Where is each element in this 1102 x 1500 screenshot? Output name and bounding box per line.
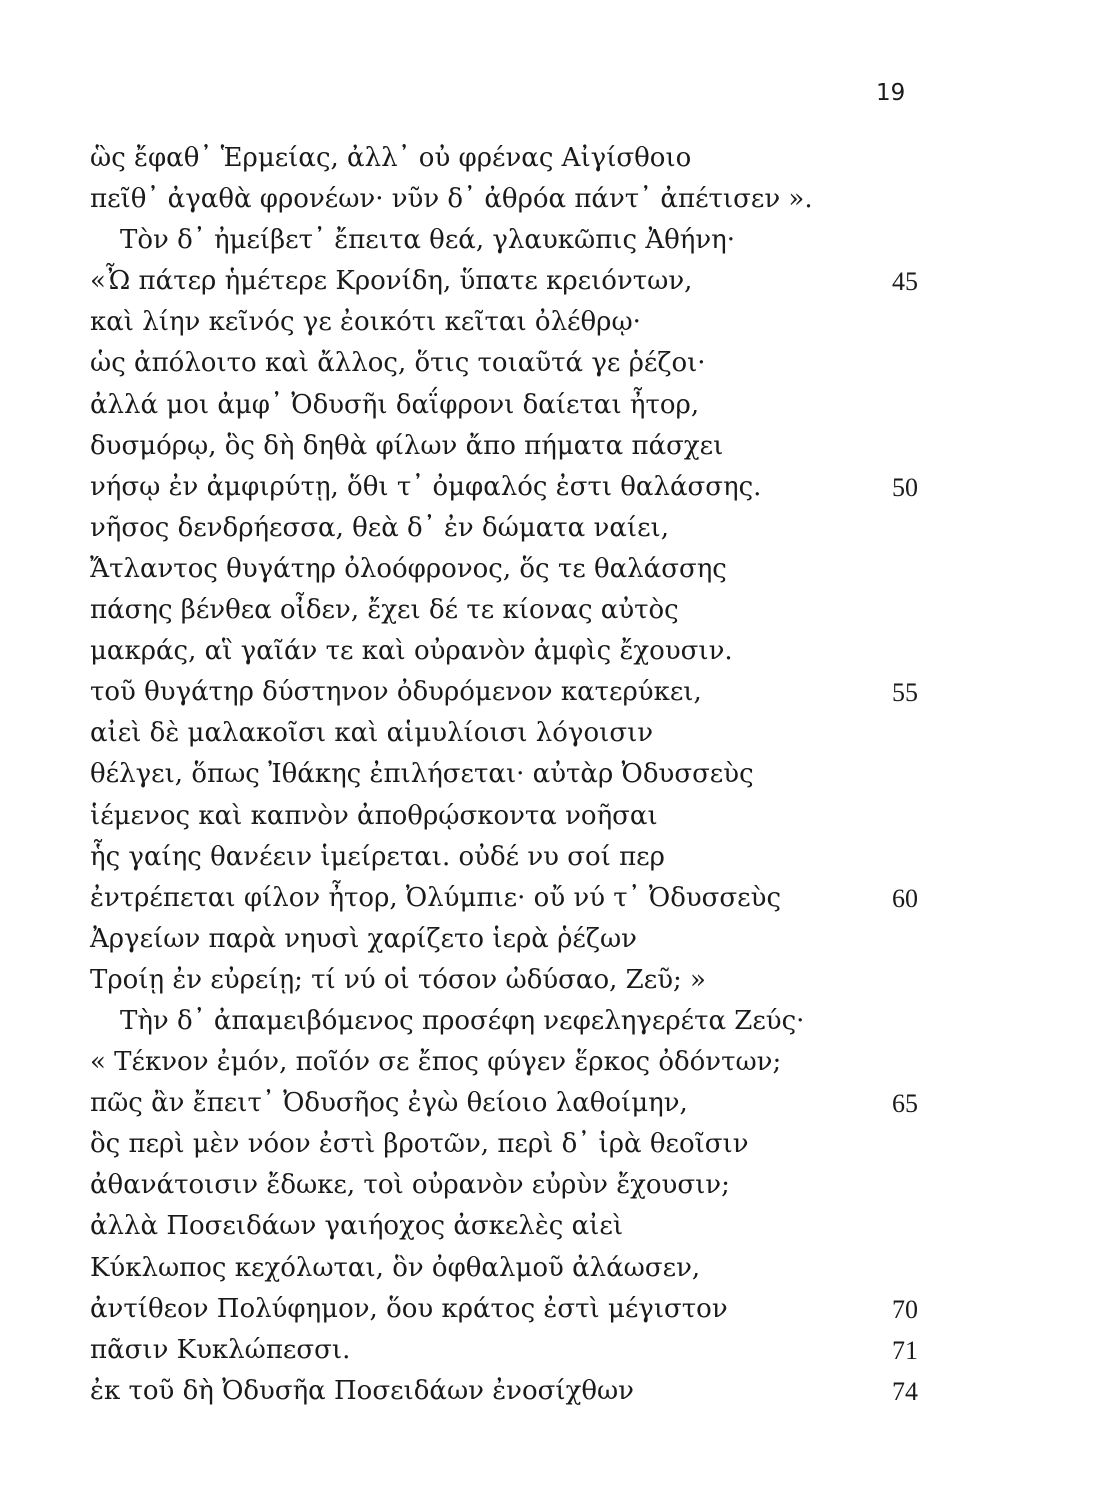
verse-line [0, 590, 1102, 631]
verse-text: πῶς ἂν ἔπειτ᾽ Ὀδυσῆος ἐγὼ θείοιο λαθοίμην, [90, 1088, 688, 1119]
verse-line [0, 919, 1102, 960]
verse-line [0, 1083, 1102, 1124]
verse-text: «Ὦ πάτερ ἡμέτερε Κρονίδη, ὕπατε κρειόντων, [90, 266, 693, 297]
verse-text: τοῦ θυγάτηρ δύστηνον ὀδυρόμενον κατερύκει, [90, 677, 702, 708]
verse-text: πᾶσιν Κυκλώπεσσι. [90, 1334, 351, 1365]
verse-text: καὶ λίην κεῖνός γε ἐοικότι κεῖται ὀλέθρῳ· [90, 307, 641, 338]
verse-text: ἀντίθεον Πολύφημον, ὅου κράτος ἐστὶ μέγιστον [90, 1293, 728, 1324]
verse-line [0, 1248, 1102, 1289]
verse-line [0, 672, 1102, 713]
verse-line [0, 302, 1102, 343]
verse-text: Ἄτλαντος θυγάτηρ ὀλοόφρονος, ὅς τε θαλάσσης [90, 553, 727, 584]
verse-line [0, 426, 1102, 467]
verse-line [0, 385, 1102, 426]
verse-line [0, 1289, 1102, 1330]
line-number: 45 [892, 267, 918, 297]
verse-text: ἐκ τοῦ δὴ Ὀδυσῆα Ποσειδάων ἐνοσίχθων [90, 1375, 634, 1406]
verse-text: ὃς περὶ μὲν νόον ἐστὶ βροτῶν, περὶ δ᾽ ἱρὰ θεοῖσιν [90, 1129, 749, 1160]
verse-line [0, 796, 1102, 837]
verse-text: Κύκλωπος κεχόλωται, ὃν ὀφθαλμοῦ ἀλάωσεν, [90, 1252, 701, 1283]
verse-line [0, 837, 1102, 878]
verse-line [0, 343, 1102, 384]
verse-text: Τὴν δ᾽ ἀπαμειβόμενος προσέφη νεφεληγερέτα Ζεύς· [120, 1005, 805, 1036]
verse-text: Ἀργείων παρὰ νηυσὶ χαρίζετο ἱερὰ ῥέζων [90, 923, 637, 954]
verse-line [0, 1371, 1102, 1412]
verse-text: ἀθανάτοισιν ἔδωκε, τοὶ οὐρανὸν εὐρὺν ἔχουσιν; [90, 1170, 730, 1201]
verse-line [0, 1330, 1102, 1371]
verse-line [0, 179, 1102, 220]
verse-text: νῆσος δενδρήεσσα, θεὰ δ᾽ ἐν δώματα ναίει, [90, 512, 669, 543]
verse-text: ἱέμενος καὶ καπνὸν ἀποθρῴσκοντα νοῆσαι [90, 800, 658, 831]
verse-line [0, 754, 1102, 795]
verse-text: ὡς ἀπόλοιτο καὶ ἄλλος, ὅτις τοιαῦτά γε ῥέζοι· [90, 348, 706, 379]
verse-line [0, 467, 1102, 508]
verse-text: Τροίῃ ἐν εὐρείῃ; τί νύ οἱ τόσον ὠδύσαο, Ζεῦ; » [90, 964, 706, 995]
verse-text: Τὸν δ᾽ ἠμείβετ᾽ ἔπειτα θεά, γλαυκῶπις Ἀθήνη· [120, 225, 735, 256]
verse-line [0, 549, 1102, 590]
verse-text: « Τέκνον ἐμόν, ποῖόν σε ἔπος φύγεν ἕρκος ὀδόντων; [90, 1047, 782, 1078]
verse-line [0, 1165, 1102, 1206]
verse-line [0, 713, 1102, 754]
line-number: 70 [892, 1294, 918, 1324]
page-number: 19 [876, 80, 906, 106]
verse-line [0, 508, 1102, 549]
verse-text: ἧς γαίης θανέειν ἱμείρεται. οὐδέ νυ σοί περ [90, 841, 665, 872]
verse-line [0, 960, 1102, 1001]
line-number: 50 [892, 472, 918, 502]
verse-text: ἀλλὰ Ποσειδάων γαιήοχος ἀσκελὲς αἰεὶ [90, 1211, 624, 1242]
verse-text: ἐντρέπεται φίλον ἦτορ, Ὀλύμπιε· οὔ νύ τ᾽ Ὀδυσσεὺς [90, 882, 782, 913]
verse-text: νήσῳ ἐν ἀμφιρύτῃ, ὅθι τ᾽ ὀμφαλός ἐστι θαλάσσης. [90, 471, 762, 502]
verse-text: αἰεὶ δὲ μαλακοῖσι καὶ αἱμυλίοισι λόγοισιν [90, 718, 654, 749]
verse-line [0, 261, 1102, 302]
line-number: 55 [892, 678, 918, 708]
verse-line [0, 220, 1102, 261]
line-number: 60 [892, 883, 918, 913]
verse-text: ἀλλά μοι ἀμφ᾽ Ὀδυσῆι δαΐφρονι δαίεται ἦτορ, [90, 389, 700, 420]
verse-line [0, 1124, 1102, 1165]
verse-text: δυσμόρῳ, ὃς δὴ δηθὰ φίλων ἄπο πήματα πάσχει [90, 430, 724, 461]
verse-line [0, 1001, 1102, 1042]
line-number: 74 [892, 1376, 918, 1406]
verse-text: ὣς ἔφαθ᾽ Ἑρμείας, ἀλλ᾽ οὐ φρένας Αἰγίσθοιο [90, 143, 692, 173]
line-number: 65 [892, 1089, 918, 1119]
line-number: 71 [892, 1335, 918, 1365]
verse-line [0, 1206, 1102, 1247]
verse-text: μακράς, αἳ γαῖάν τε καὶ οὐρανὸν ἀμφὶς ἔχουσιν. [90, 636, 733, 667]
verse-text: θέλγει, ὅπως Ἰθάκης ἐπιλήσεται· αὐτὰρ Ὀδυσσεὺς [90, 759, 754, 790]
verse-text: πάσης βένθεα οἶδεν, ἔχει δέ τε κίονας αὐτὸς [90, 595, 679, 626]
verse-line [0, 878, 1102, 919]
verse-line [0, 1042, 1102, 1083]
verse-block [0, 138, 1102, 1412]
verse-text: πεῖθ᾽ ἀγαθὰ φρονέων· νῦν δ᾽ ἀθρόα πάντ᾽ ἀπέτισεν ». [90, 184, 813, 215]
verse-line [0, 138, 1102, 179]
verse-line [0, 631, 1102, 672]
